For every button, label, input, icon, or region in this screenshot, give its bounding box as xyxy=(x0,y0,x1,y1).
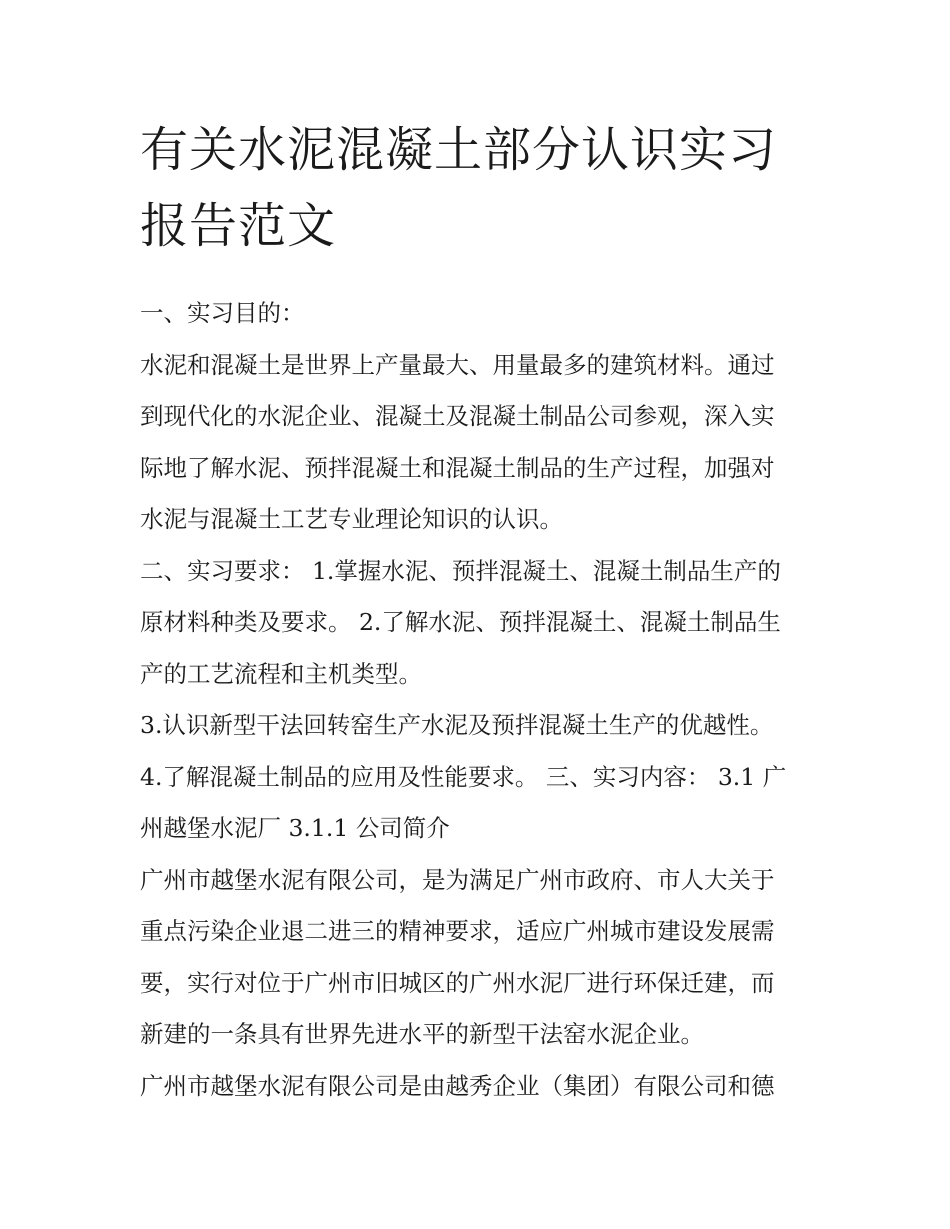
text-line: 二、实习要求： 1.掌握水泥、预拌混凝土、混凝土制品生产的 xyxy=(140,556,781,585)
section-heading-purpose xyxy=(140,288,812,340)
text-line: 4.了解混凝土制品的应用及性能要求。 三、实习内容： 3.1 广 xyxy=(140,762,787,791)
paragraph-purpose xyxy=(140,340,812,546)
text-line: 新建的一条具有世界先进水平的新型干法窑水泥企业。 xyxy=(140,1020,704,1048)
title-line: 有关水泥混凝土部分认识实习 xyxy=(140,122,778,178)
text-line: 产的工艺流程和主机类型。 xyxy=(140,659,422,688)
paragraph-requirement-4 xyxy=(140,752,812,855)
text-line: 到现代化的水泥企业、混凝土及混凝土制品公司参观，深入实 xyxy=(140,402,775,430)
text-line: 际地了解水泥、预拌混凝土和混凝土制品的生产过程，加强对 xyxy=(140,453,775,482)
text-line: 原材料种类及要求。 2.了解水泥、预拌混凝土、混凝土制品生 xyxy=(140,608,781,636)
text-line: 州越堡水泥厂 3.1.1 公司简介 xyxy=(140,814,450,842)
document-title xyxy=(140,112,812,264)
title-line: 报告范文 xyxy=(140,198,337,254)
text-line: 广州市越堡水泥有限公司是由越秀企业（集团）有限公司和德 xyxy=(140,1071,775,1100)
paragraph-requirement-3 xyxy=(140,700,812,752)
paragraph-requirements xyxy=(140,546,812,701)
document-page xyxy=(140,112,812,1112)
text-line: 要，实行对位于广州市旧城区的广州水泥厂进行环保迁建，而 xyxy=(140,968,775,997)
text-line: 一、实习目的： xyxy=(140,299,305,327)
text-line: 3.认识新型干法回转窑生产水泥及预拌混凝土生产的优越性。 xyxy=(140,711,774,739)
text-line: 水泥与混凝土工艺专业理论知识的认识。 xyxy=(140,505,563,533)
paragraph-company-intro xyxy=(140,855,812,1061)
text-line: 水泥和混凝土是世界上产量最大、用量最多的建筑材料。通过 xyxy=(140,350,775,379)
text-line: 广州市越堡水泥有限公司，是为满足广州市政府、市人大关于 xyxy=(140,865,775,894)
text-line: 重点污染企业退二进三的精神要求，适应广州城市建设发展需 xyxy=(140,917,775,945)
paragraph-company-ownership xyxy=(140,1061,812,1113)
